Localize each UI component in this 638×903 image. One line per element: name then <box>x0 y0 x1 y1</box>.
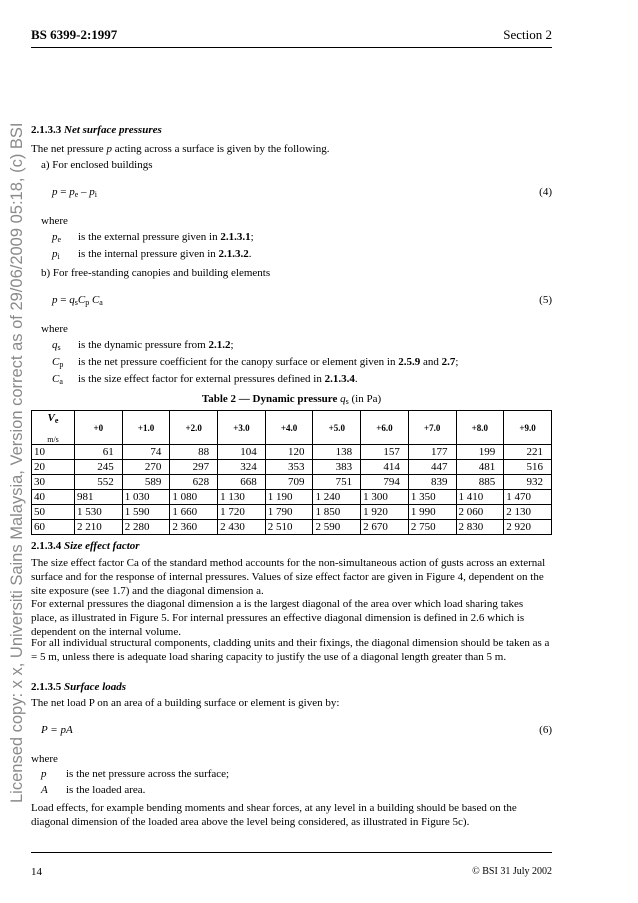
equation-number-4: (4) <box>539 186 552 198</box>
symbol-cp: $C_p$ <box>52 356 64 369</box>
copyright-notice: © BSI 31 July 2002 <box>472 866 552 877</box>
where-label-2: where <box>41 323 68 335</box>
pressure-cell: 353 <box>265 460 313 475</box>
col-header: +5.0 <box>313 411 361 445</box>
equation-4: $p = p_e - p_i$ <box>52 186 98 199</box>
where-label-1: where <box>41 215 68 227</box>
pressure-cell: 157 <box>361 445 409 460</box>
col-header: +9.0 <box>504 411 552 445</box>
pressure-cell: 1 130 <box>218 490 266 505</box>
pe-definition: is the external pressure given in 2.1.3.1; <box>78 231 254 243</box>
col-header: +2.0 <box>170 411 218 445</box>
symbol-qs: $q_s$ <box>52 339 61 352</box>
col-header: +6.0 <box>361 411 409 445</box>
table-header-row <box>32 411 552 445</box>
pressure-cell: 383 <box>313 460 361 475</box>
pressure-cell: 981 <box>75 490 123 505</box>
pressure-cell: 2 360 <box>170 520 218 535</box>
where-label-3: where <box>31 753 58 765</box>
table-row <box>32 475 552 490</box>
pressure-cell: 2 590 <box>313 520 361 535</box>
pressure-cell: 88 <box>170 445 218 460</box>
pressure-cell: 839 <box>408 475 456 490</box>
pressure-cell: 104 <box>218 445 266 460</box>
col-header: +0 <box>75 411 123 445</box>
pressure-cell: 177 <box>408 445 456 460</box>
section-heading-2-1-3-4: 2.1.3.4 Size effect factor <box>31 540 140 552</box>
pressure-cell: 1 790 <box>265 505 313 520</box>
item-b-canopies: b) For free-standing canopies and building elements <box>41 267 271 279</box>
col-header: +7.0 <box>408 411 456 445</box>
pressure-cell: 1 590 <box>122 505 170 520</box>
pressure-cell: 1 720 <box>218 505 266 520</box>
pressure-cell: 1 470 <box>504 490 552 505</box>
pressure-cell: 1 850 <box>313 505 361 520</box>
pressure-cell: 1 300 <box>361 490 409 505</box>
symbol-pe: $p_e$ <box>52 231 62 244</box>
col-header: +1.0 <box>122 411 170 445</box>
speed-cell: 50 <box>32 505 75 520</box>
speed-cell: 30 <box>32 475 75 490</box>
pressure-cell: 245 <box>75 460 123 475</box>
table-row <box>32 490 552 505</box>
size-effect-paragraph-2: For external pressures the diagonal dimension a is the largest diagonal of the area over which load sharing takes place, as illustrated in Figure 5. For internal pressures an effective diagonal dimension is defined in 2.6 which is dependent on the internal volume. <box>31 598 525 638</box>
pi-definition: is the internal pressure given in 2.1.3.2. <box>78 248 252 260</box>
symbol-ca: $C_a$ <box>52 373 63 386</box>
pressure-cell: 221 <box>504 445 552 460</box>
pressure-cell: 414 <box>361 460 409 475</box>
footer-rule <box>31 852 552 853</box>
pressure-cell: 2 750 <box>408 520 456 535</box>
speed-cell: 60 <box>32 520 75 535</box>
pressure-cell: 2 210 <box>75 520 123 535</box>
pressure-cell: 2 670 <box>361 520 409 535</box>
ca-definition: is the size effect factor for external pressures defined in 2.1.3.4. <box>78 373 358 385</box>
col-header: +3.0 <box>218 411 266 445</box>
pressure-cell: 270 <box>122 460 170 475</box>
pressure-cell: 932 <box>504 475 552 490</box>
a-definition: is the loaded area. <box>66 784 146 796</box>
table-row <box>32 445 552 460</box>
symbol-a: A <box>41 784 48 796</box>
cp-definition: is the net pressure coefficient for the canopy surface or element given in 2.5.9 and 2.7; <box>78 356 459 368</box>
pressure-cell: 668 <box>218 475 266 490</box>
ve-header-cell: $V_e$ m/s <box>32 411 75 445</box>
pressure-cell: 794 <box>361 475 409 490</box>
pressure-cell: 1 410 <box>456 490 504 505</box>
table-2-caption: Table 2 — Dynamic pressure $q_s$ (in Pa) <box>201 393 382 406</box>
pressure-cell: 2 830 <box>456 520 504 535</box>
pressure-cell: 552 <box>75 475 123 490</box>
pressure-cell: 199 <box>456 445 504 460</box>
pressure-cell: 481 <box>456 460 504 475</box>
pressure-cell: 2 280 <box>122 520 170 535</box>
symbol-p: p <box>41 768 47 780</box>
page-number: 14 <box>31 866 42 878</box>
pressure-cell: 2 920 <box>504 520 552 535</box>
speed-cell: 10 <box>32 445 75 460</box>
section-heading-2-1-3-5: 2.1.3.5 Surface loads <box>31 681 127 693</box>
speed-cell: 20 <box>32 460 75 475</box>
pressure-cell: 628 <box>170 475 218 490</box>
pressure-cell: 589 <box>122 475 170 490</box>
pressure-cell: 1 080 <box>170 490 218 505</box>
speed-cell: 40 <box>32 490 75 505</box>
pressure-cell: 1 530 <box>75 505 123 520</box>
pressure-cell: 297 <box>170 460 218 475</box>
equation-number-5: (5) <box>539 294 552 306</box>
pressure-cell: 709 <box>265 475 313 490</box>
p-definition: is the net pressure across the surface; <box>66 768 230 780</box>
pressure-cell: 2 130 <box>504 505 552 520</box>
surface-loads-intro: The net load P on an area of a building surface or element is given by: <box>31 697 340 709</box>
table-row <box>32 505 552 520</box>
pressure-cell: 1 990 <box>408 505 456 520</box>
equation-number-6: (6) <box>539 724 552 736</box>
pressure-cell: 61 <box>75 445 123 460</box>
section-heading-2-1-3-3: 2.1.3.3 Net surface pressures <box>31 124 162 136</box>
pressure-cell: 2 510 <box>265 520 313 535</box>
size-effect-paragraph-1: The size effect factor Ca of the standard method accounts for the non-simultaneous action of gusts across an external surface and for the response of internal pressures. Values of size effect factor are given in Figure 4, dependent on the site exposure (see 1.7) and the diagonal dimension a. <box>31 557 546 597</box>
pressure-cell: 74 <box>122 445 170 460</box>
equation-6: P = pA <box>41 724 73 736</box>
dynamic-pressure-table <box>31 410 552 535</box>
item-a-enclosed: a) For enclosed buildings <box>41 159 153 171</box>
header-rule <box>31 47 552 48</box>
pressure-cell: 1 190 <box>265 490 313 505</box>
pressure-cell: 1 350 <box>408 490 456 505</box>
standard-number: BS 6399-2:1997 <box>31 27 118 42</box>
pressure-cell: 120 <box>265 445 313 460</box>
license-watermark: Licensed copy: x x, Universiti Sains Malaysia, Version correct as of 29/06/2009 05:18, (c) BSI <box>8 122 26 803</box>
symbol-pi: $p_i$ <box>52 248 60 261</box>
pressure-cell: 1 240 <box>313 490 361 505</box>
pressure-cell: 1 920 <box>361 505 409 520</box>
col-header: +8.0 <box>456 411 504 445</box>
pressure-cell: 751 <box>313 475 361 490</box>
col-header: +4.0 <box>265 411 313 445</box>
qs-definition: is the dynamic pressure from 2.1.2; <box>78 339 234 351</box>
pressure-cell: 516 <box>504 460 552 475</box>
table-row <box>32 460 552 475</box>
pressure-cell: 138 <box>313 445 361 460</box>
pressure-cell: 2 430 <box>218 520 266 535</box>
pressure-cell: 447 <box>408 460 456 475</box>
section-label: Section 2 <box>503 27 552 42</box>
net-pressure-intro: The net pressure p acting across a surface is given by the following. <box>31 143 330 155</box>
pressure-cell: 885 <box>456 475 504 490</box>
equation-5: $p = q_sC_p$ $C_a$ <box>52 294 103 307</box>
pressure-cell: 1 030 <box>122 490 170 505</box>
pressure-cell: 324 <box>218 460 266 475</box>
pressure-cell: 1 660 <box>170 505 218 520</box>
pressure-cell: 2 060 <box>456 505 504 520</box>
table-row <box>32 520 552 535</box>
size-effect-paragraph-3: For all individual structural components, cladding units and their fixings, the diagonal dimension should be taken as a = 5 m, unless there is adequate load sharing capacity to justify the use of a diagonal length greater than 5 m. <box>31 637 550 663</box>
load-effects-paragraph: Load effects, for example bending moments and shear forces, at any level in a building should be based on the diagonal dimension of the loaded area above the level being considered, as illustrated in Figure 5c). <box>31 802 517 828</box>
